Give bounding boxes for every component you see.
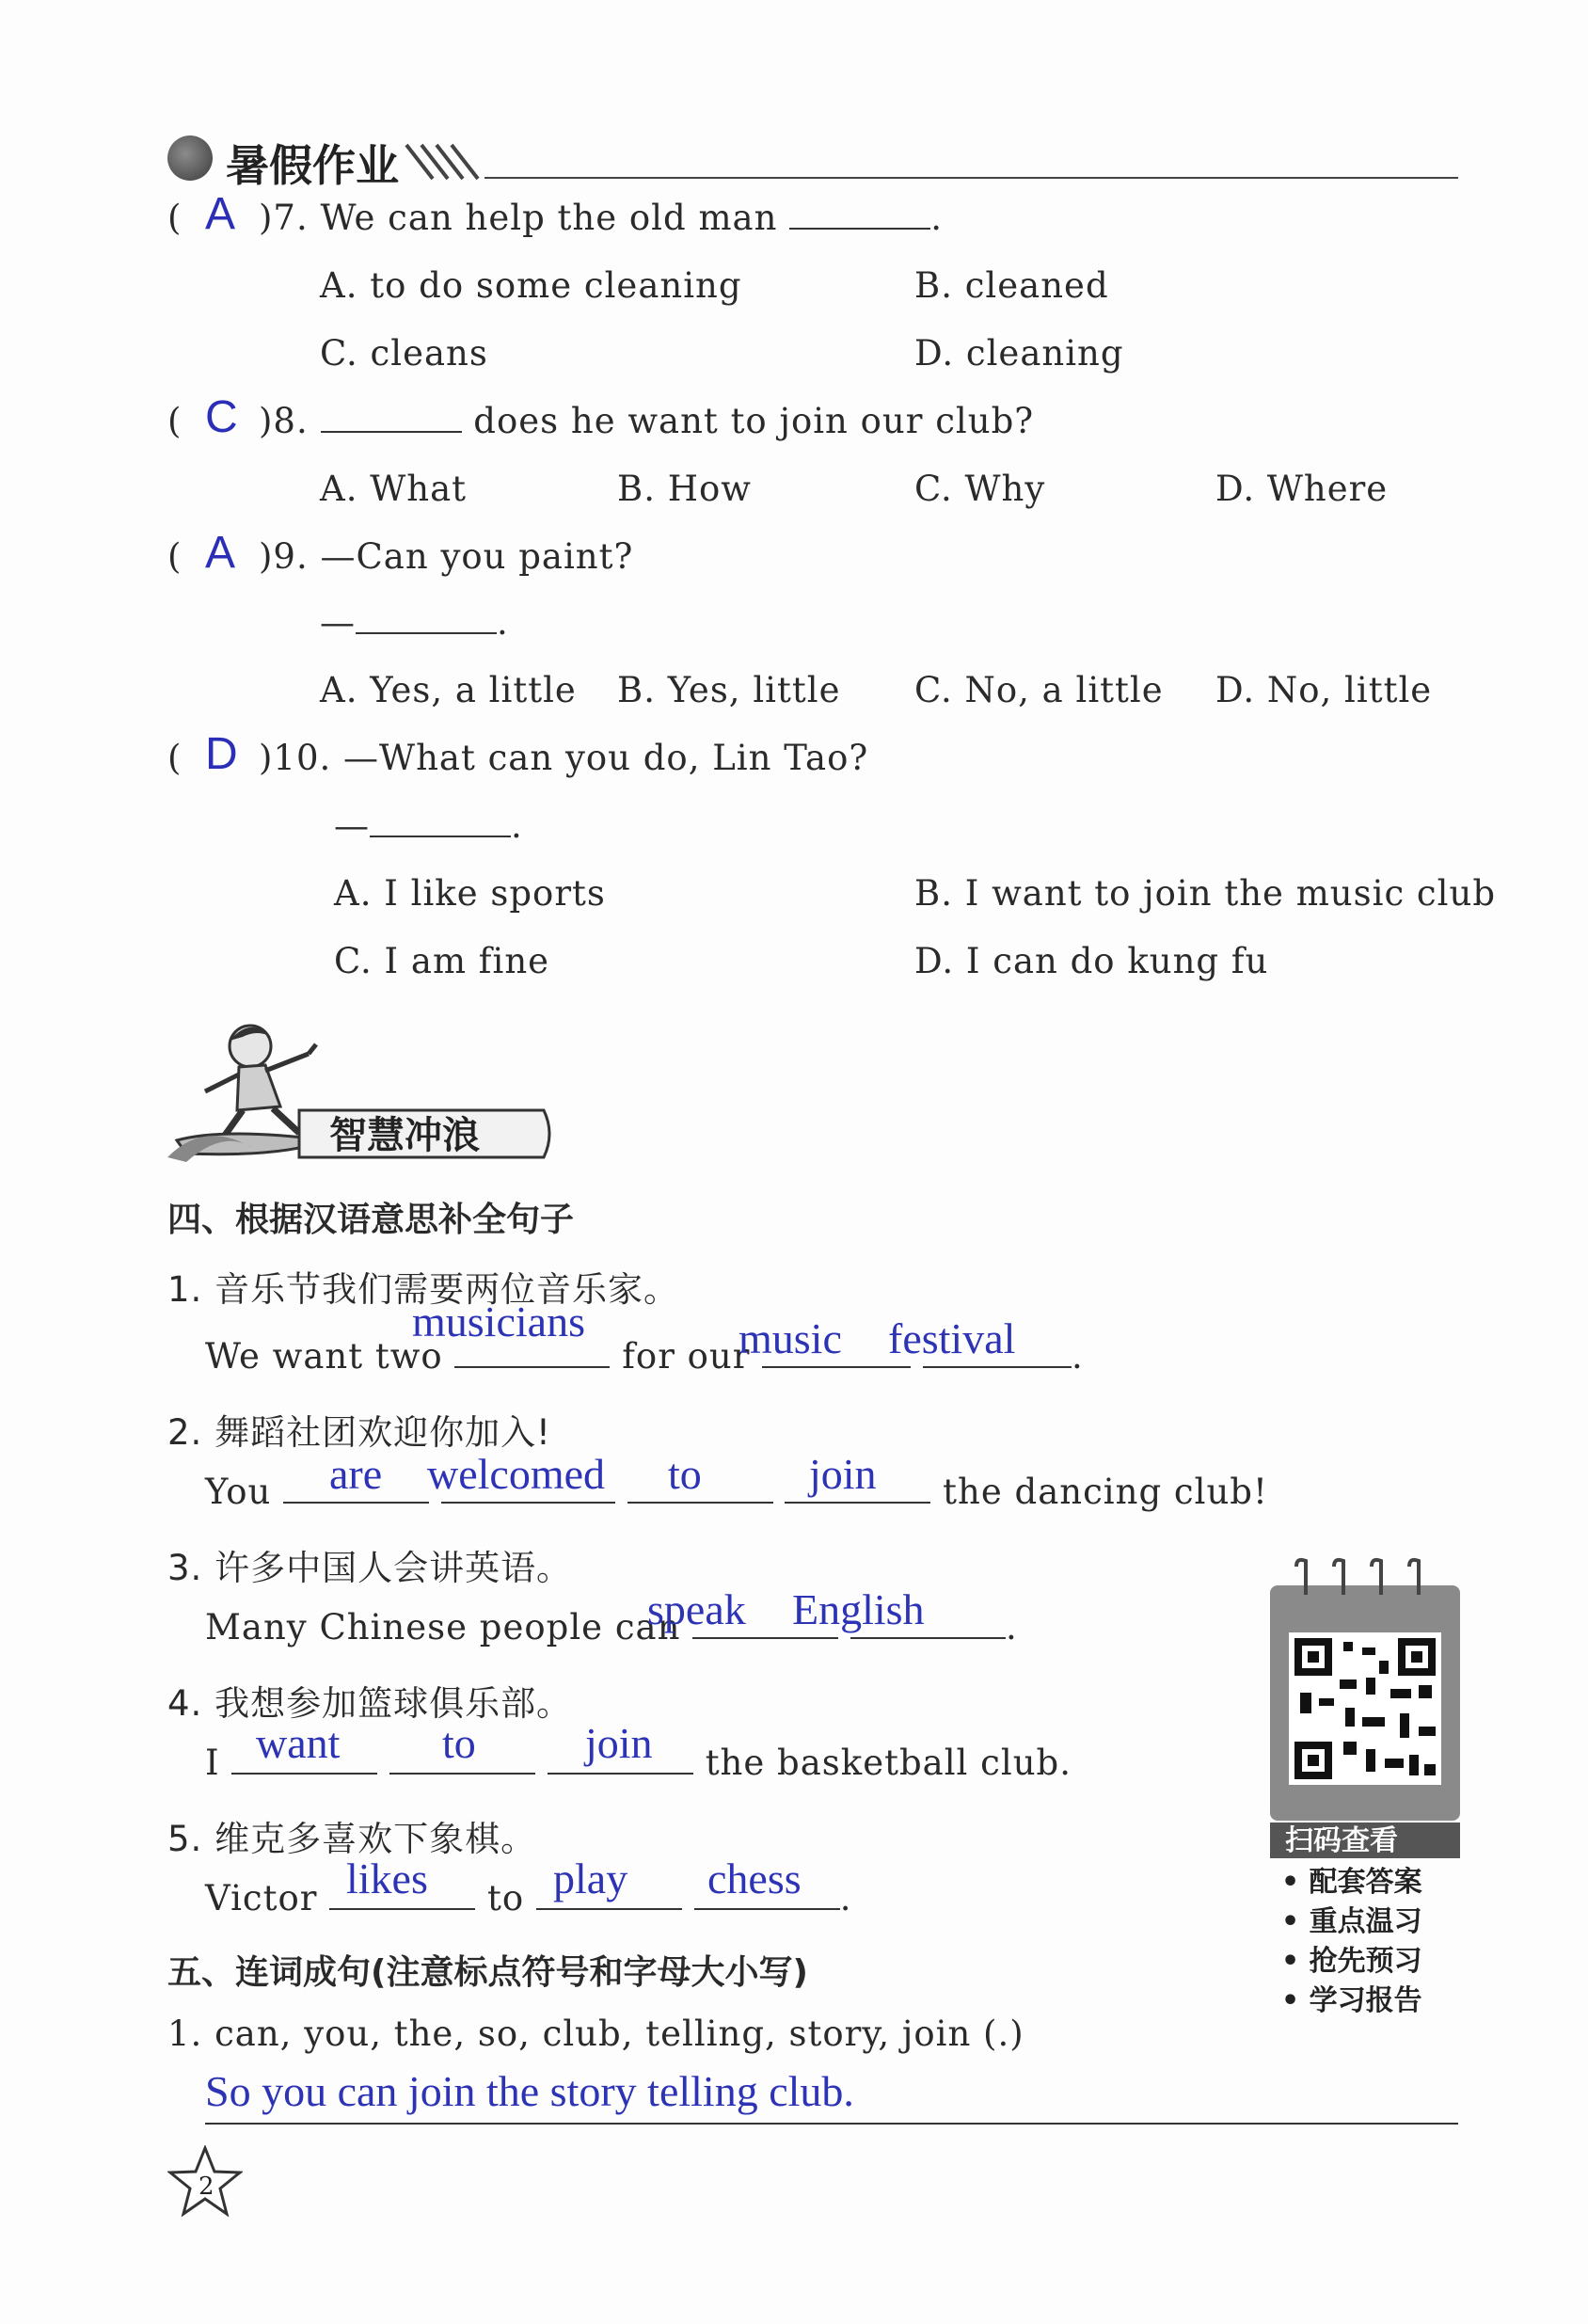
q10-option-d: D. I can do kung fu xyxy=(914,941,1269,981)
q8-option-d: D. Where xyxy=(1215,469,1389,509)
s4-item2-answer3: to xyxy=(668,1450,702,1498)
header-rule xyxy=(484,177,1458,179)
s5-a1: So you can join the story telling club. xyxy=(205,2067,854,2115)
q7-option-d: D. cleaning xyxy=(914,333,1124,374)
q9-option-c: C. No, a little xyxy=(914,670,1164,710)
s4-item5-answer3: chess xyxy=(707,1854,802,1902)
q10-option-a: A. I like sports xyxy=(334,873,606,914)
q7-option-c: C. cleans xyxy=(320,333,488,374)
s4-item2-answer4: join xyxy=(809,1450,877,1498)
s4-item5-answer1: likes xyxy=(346,1854,428,1902)
section4-title: 四、根据汉语意思补全句子 xyxy=(167,1201,575,1239)
q9-option-d: D. No, little xyxy=(1215,670,1433,710)
q9-paren: ( xyxy=(167,536,183,577)
q10-option-c: C. I am fine xyxy=(334,941,550,981)
s4-item1-answer3: festival xyxy=(888,1314,1016,1362)
s4-item2-answer1: are xyxy=(329,1450,383,1498)
s4-item1-answer1: musicians xyxy=(412,1297,585,1345)
q8-stem: )8. does he want to join our club? xyxy=(259,401,1035,441)
q10-reply: — . xyxy=(334,805,523,846)
section5-title: 五、连词成句(注意标点符号和字母大小写) xyxy=(167,1953,808,1992)
header-stripes-icon xyxy=(405,141,480,183)
header-bullet-icon xyxy=(167,135,213,181)
s4-item2-answer2: welcomed xyxy=(427,1450,606,1498)
qr-code-card xyxy=(1268,1557,1462,1858)
q8-option-b: B. How xyxy=(617,469,752,509)
q9-stem: )9. —Can you paint? xyxy=(259,536,634,577)
s4-item4-answer2: to xyxy=(442,1719,476,1767)
s4-item4-chinese: 4. 我想参加篮球俱乐部。 xyxy=(167,1683,573,1724)
s4-item5-chinese: 5. 维克多喜欢下象棋。 xyxy=(167,1819,537,1859)
qr-feature-item: • 重点温习 xyxy=(1281,1902,1422,1942)
page-number: 2 xyxy=(198,2173,214,2201)
q10-stem: )10. —What can you do, Lin Tao? xyxy=(259,738,869,778)
s4-item2-chinese: 2. 舞蹈社团欢迎你加入! xyxy=(167,1412,551,1453)
s4-item5-answer2: play xyxy=(553,1854,628,1902)
q9-reply: — . xyxy=(320,602,509,643)
s4-item4-answer3: join xyxy=(585,1719,653,1767)
qr-feature-list xyxy=(1281,1863,1422,2021)
s4-item1-sentence: We want two for our . xyxy=(205,1336,1084,1377)
header-title: 暑假作业 xyxy=(226,140,399,191)
q7-option-a: A. to do some cleaning xyxy=(320,265,742,306)
q7-option-b: B. cleaned xyxy=(914,265,1109,306)
q10-paren: ( xyxy=(167,738,183,778)
q7-stem: )7. We can help the old man . xyxy=(259,198,943,238)
q9-option-b: B. Yes, little xyxy=(617,670,841,710)
q8-answer: C xyxy=(205,392,238,442)
q7-paren: ( xyxy=(167,198,183,238)
s4-item2-sentence: You the dancing club! xyxy=(205,1472,1268,1512)
q8-option-c: C. Why xyxy=(914,469,1046,509)
q9-answer: A xyxy=(205,528,236,578)
s4-item4-answer1: want xyxy=(256,1719,341,1767)
q8-paren: ( xyxy=(167,401,183,441)
q7-answer: A xyxy=(205,189,236,239)
q10-option-b: B. I want to join the music club xyxy=(914,873,1497,914)
q8-option-a: A. What xyxy=(320,469,468,509)
q10-answer: D xyxy=(205,729,238,779)
section-banner xyxy=(167,1016,563,1167)
page-number-star-icon xyxy=(167,2145,243,2217)
s4-item4-sentence: I the basketball club. xyxy=(205,1743,1072,1783)
qr-feature-item: • 配套答案 xyxy=(1281,1863,1422,1902)
svg-text:扫码查看: 扫码查看 xyxy=(1285,1824,1398,1857)
s4-item3-answer2: English xyxy=(792,1585,925,1633)
s4-item1-chinese: 1. 音乐节我们需要两位音乐家。 xyxy=(167,1269,680,1310)
q9-option-a: A. Yes, a little xyxy=(320,670,577,710)
answer-rule xyxy=(205,2123,1458,2125)
s5-q1: 1. can, you, the, so, club, telling, story, join (.) xyxy=(167,2014,1024,2054)
s4-item3-sentence: Many Chinese people can . xyxy=(205,1607,1018,1647)
qr-feature-item: • 学习报告 xyxy=(1281,1982,1422,2021)
svg-text:智慧冲浪: 智慧冲浪 xyxy=(329,1114,480,1157)
s4-item1-answer2: music xyxy=(738,1314,842,1362)
s4-item5-sentence: Victor to . xyxy=(205,1878,852,1918)
s4-item3-answer1: speak xyxy=(647,1585,746,1633)
qr-feature-item: • 抢先预习 xyxy=(1281,1942,1422,1982)
s4-item3-chinese: 3. 许多中国人会讲英语。 xyxy=(167,1548,573,1588)
